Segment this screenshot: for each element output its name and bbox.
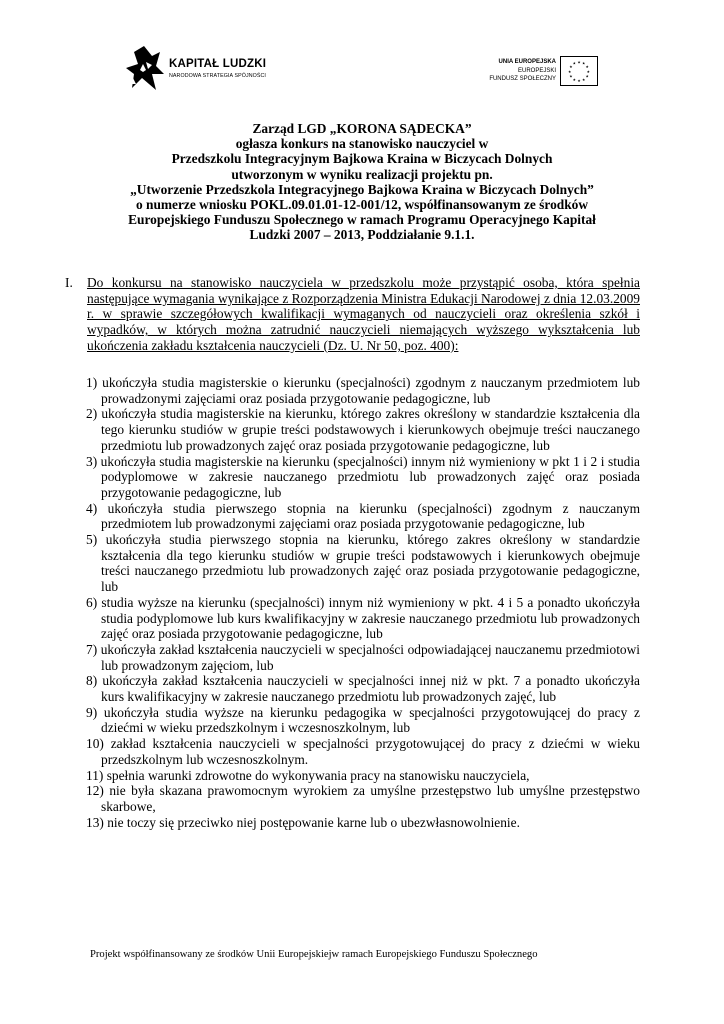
svg-text:★: ★ — [577, 79, 581, 84]
requirement-item: 5) ukończyła studia pierwszego stopnia na kierunku, którego zakres określony w standardzie kształcenia dla tego kierunku studiów w grupie treści podstawowych i kierunkowych obejmuje treści nauczanego przedmiotu lub prowadzonych zajęć oraz posiada przygotowanie pedagogiczne, lub — [86, 532, 640, 595]
eu-logo-line2: EUROPEJSKI — [517, 67, 556, 74]
requirement-item: 4) ukończyła studia pierwszego stopnia na kierunku (specjalności) zgodnym z nauczanym przedmiotem lub prowadzonymi zajęciami oraz posiada przygotowanie pedagogiczne, lub — [86, 500, 640, 532]
requirement-item: 7) ukończyła zakład kształcenia nauczycieli w specjalności odpowiadającej nauczanemu przedmiotowi lub prowadzonym zajęciom, lub — [86, 641, 640, 673]
requirement-item: 2) ukończyła studia magisterskie na kierunku, którego zakres określony w standardzie kształcenia dla tego kierunku studiów w grupie treści podstawowych i kierunkowych obejmuje treści nauczanego przedmiotu lub prowadzonych zajęć oraz posiada przygotowanie pedagogiczne, lub — [86, 406, 640, 453]
requirement-item: 3) ukończyła studia magisterskie na kierunku (specjalności) innym niż wymieniony w pkt 1 i 2 i studia podyplomowe w zakresie nauczanego przedmiotu lub prowadzonych zajęć oraz posiada przygotowanie pedagogiczne, lub — [86, 453, 640, 500]
announcement-title — [90, 121, 634, 243]
eu-logo — [466, 56, 600, 90]
title-line: utworzonym w wyniku realizacji projektu pn. — [231, 166, 493, 182]
kapital-ludzki-logo — [126, 44, 296, 100]
requirement-item: 12) nie była skazana prawomocnym wyrokiem za umyślne przestępstwo lub umyślne przestępstwo skarbowe, — [86, 783, 640, 814]
requirement-item: 11) spełnia warunki zdrowotne do wykonywania pracy na stanowisku nauczyciela, — [86, 767, 530, 783]
svg-text:★: ★ — [581, 61, 586, 66]
eu-logo-text — [489, 58, 556, 84]
svg-text:★: ★ — [585, 74, 589, 79]
title-line: ogłasza konkurs na stanowisko nauczyciel w — [235, 136, 489, 152]
requirement-item: 10) zakład kształcenia nauczycieli w specjalności przygotowującej do pracy z dziećmi w wieku przedszkolnym lub wczesnoszkolnym. — [86, 736, 640, 767]
title-line: „Utworzenie Przedszkola Integracyjnego Bajkowa Kraina w Biczycach Dolnych” — [130, 181, 594, 197]
requirement-item: 6) studia wyższe na kierunku (specjalności) innym niż wymieniony w pkt. 4 i 5 a ponadto ukończyła studia podyplomowe lub kurs kwalifikacyjny w zakresie nauczanego przedmiotu lub prowadzonych zajęć oraz posiada przygotowanie pedagogiczne, lub — [86, 594, 640, 642]
svg-text:★: ★ — [572, 77, 577, 82]
svg-text:★: ★ — [567, 69, 572, 74]
eu-logo-line1: UNIA EUROPEJSKA — [498, 59, 556, 65]
svg-text:★: ★ — [569, 65, 573, 70]
title-line: Ludzki 2007 – 2013, Poddziałanie 9.1.1. — [249, 227, 475, 243]
title-line: o numerze wniosku POKL.09.01.01-12-001/12, współfinansowanym ze środków — [135, 197, 589, 213]
logo-title: KAPITAŁ LUDZKI — [169, 58, 267, 70]
requirement-item: 8) ukończyła zakład kształcenia nauczycieli w specjalności innej niż w pkt. 7 a ponadto ukończyła kurs kwalifikacyjny w zakresie nauczanego przedmiotu lub prowadzonych zajęć, lub — [86, 673, 640, 705]
title-line: Zarząd LGD „KORONA SĄDECKA” — [252, 121, 472, 136]
requirement-item: 9) ukończyła studia wyższe na kierunku pedagogika w specjalności przygotowującej do pracy z dziećmi w wieku przedszkolnym i wczesnoszkolnym, lub — [86, 704, 640, 736]
svg-text:★: ★ — [581, 77, 586, 82]
logo-subtitle: NARODOWA STRATEGIA SPÓJNOŚCI — [169, 73, 266, 79]
page-footer: Projekt współfinansowany ze środków Unii Europejskiejw ramach Europejskiego Funduszu Społecznego — [90, 949, 538, 960]
section-intro: Do konkursu na stanowisko nauczyciela w przedszkolu może przystąpić osoba, która spełnia następujące wymagania wynikające z Rozporządzenia Ministra Edukacji Narodowej z dnia 12.03.2009 r. w sprawie szczegółowych kwalifikacji wymaganych od nauczycieli oraz określenia szkół i wypadków, w których można zatrudnić nauczycieli niemających wyższego wykształcenia lub ukończenia zakładu kształcenia nauczycieli (Dz. U. Nr 50, poz. 400): — [87, 275, 640, 353]
title-line: Europejskiego Funduszu Społecznego w ramach Programu Operacyjnego Kapitał — [128, 212, 596, 228]
requirements-list — [86, 375, 640, 830]
requirement-item: 1) ukończyła studia magisterskie o kierunku (specjalności) zgodnym z nauczanym przedmiotem lub prowadzonymi zajęciami oraz posiada przygotowanie pedagogiczne, lub — [86, 375, 640, 406]
svg-text:★: ★ — [569, 74, 573, 79]
title-line: Przedszkolu Integracyjnym Bajkowa Kraina w Biczycach Dolnych — [171, 151, 553, 167]
kapital-ludzki-emblem-icon — [126, 44, 166, 94]
eu-logo-line3: FUNDUSZ SPOŁECZNY — [489, 76, 556, 82]
section-number: I. — [65, 275, 73, 290]
requirement-item: 13) nie toczy się przeciwko niej postępowanie karne lub o ubezwłasnowolnienie. — [86, 814, 520, 830]
svg-text:★: ★ — [572, 61, 577, 66]
svg-text:★: ★ — [585, 65, 589, 70]
eu-flag-icon — [560, 56, 598, 86]
svg-text:★: ★ — [577, 60, 581, 65]
svg-text:★: ★ — [586, 69, 591, 74]
